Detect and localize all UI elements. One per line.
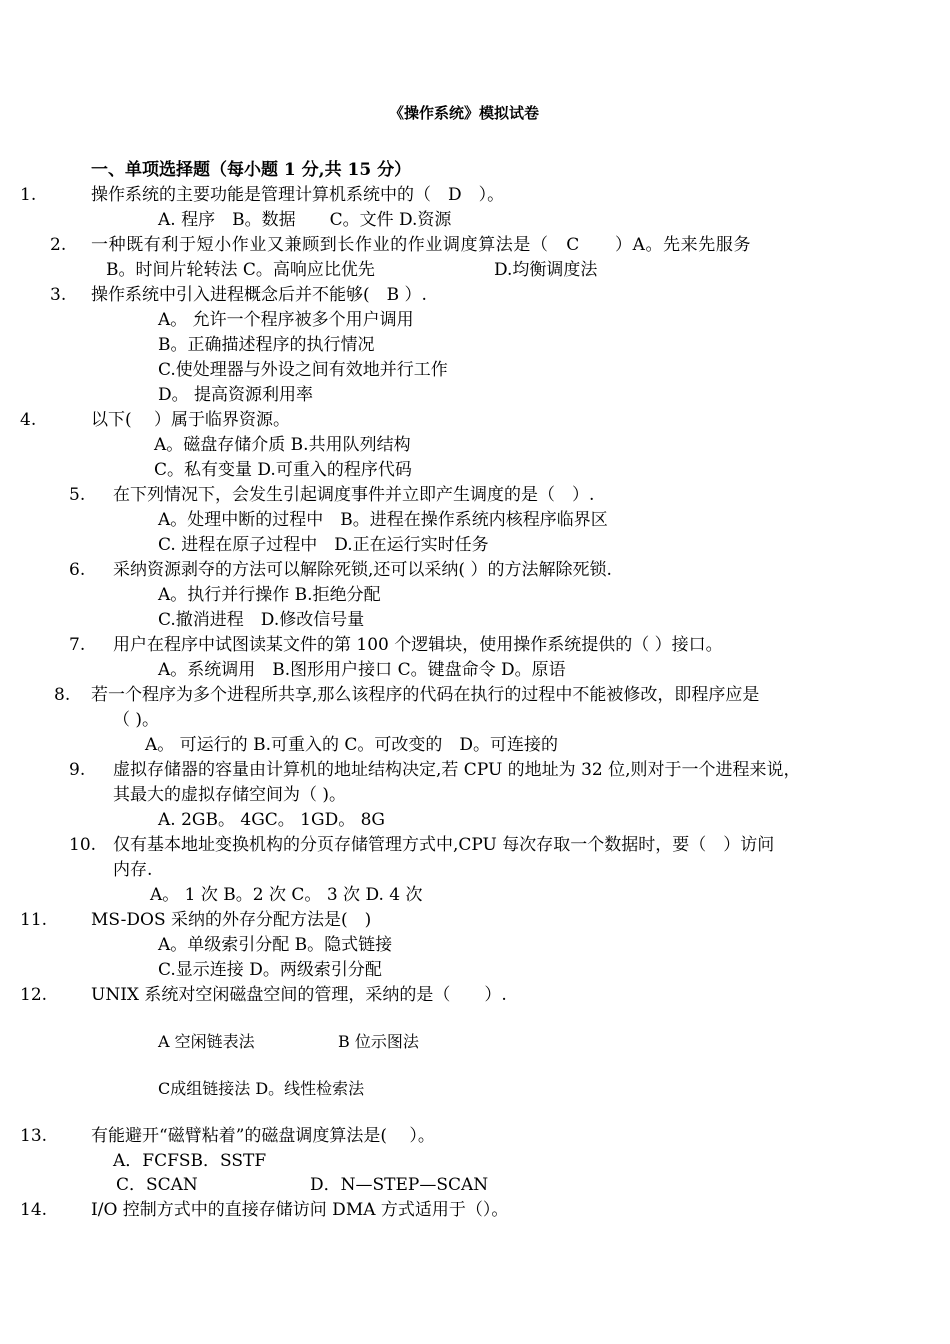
question-text: 采纳资源剥夺的方法可以解除死锁,还可以采纳( ）的方法解除死锁.	[113, 560, 612, 580]
question-number: 13.	[20, 1126, 48, 1146]
question-options: A. 2GB。 4GC。 1GD。 8G	[158, 810, 386, 830]
question-text: 用户在程序中试图读某文件的第 100 个逻辑块，使用操作系统提供的（ ）接口。	[113, 635, 723, 655]
question-options: A。系统调用 B.图形用户接口 C。键盘命令 D。原语	[158, 660, 566, 680]
question-text: 若一个程序为多个进程所共享,那么该程序的代码在执行的过程中不能被修改，即程序应是	[91, 685, 760, 705]
question-options: D。 提高资源利用率	[158, 385, 314, 405]
question-text: MS-DOS 采纳的外存分配方法是( )	[91, 910, 372, 930]
question-text-continued: 内存.	[113, 860, 153, 880]
question-text: 有能避开“磁臂粘着”的磁盘调度算法是( ）。	[91, 1126, 435, 1146]
question-options: C．SCAN	[116, 1175, 198, 1195]
question-text: 在下列情况下，会发生引起调度事件并立即产生调度的是（ ）.	[113, 485, 595, 505]
question-options: B。时间片轮转法 C。高响应比优先	[106, 260, 375, 280]
question-text: 一种既有利于短小作业又兼顾到长作业的作业调度算法是（ C ）A。先来先服务	[91, 235, 752, 255]
question-options: A。处理中断的过程中 B。进程在操作系统内核程序临界区	[158, 510, 608, 530]
question-options: C.显示连接 D。两级索引分配	[158, 960, 382, 980]
question-number: 6.	[69, 560, 86, 580]
question-text: 以下( ）属于临界资源。	[91, 410, 291, 430]
question-options: C成组链接法 D。线性检索法	[158, 1079, 365, 1098]
section-heading: 一、单项选择题（每小题 1 分,共 15 分）	[91, 160, 412, 180]
question-text: 虚拟存储器的容量由计算机的地址结构决定,若 CPU 的地址为 32 位,则对于一个进程来说，	[113, 760, 801, 780]
question-number: 3.	[50, 285, 67, 305]
question-options: C.撤消进程 D.修改信号量	[158, 610, 365, 630]
question-number: 11.	[20, 910, 48, 930]
question-number: 9.	[69, 760, 86, 780]
question-options: D．N—STEP—SCAN	[310, 1175, 489, 1195]
question-options: D.均衡调度法	[494, 260, 598, 280]
question-options: A。磁盘存储介质 B.共用队列结构	[154, 435, 411, 455]
question-number: 2.	[50, 235, 67, 255]
question-options: C.使处理器与外设之间有效地并行工作	[158, 360, 448, 380]
question-options: A．FCFSB．SSTF	[113, 1151, 267, 1171]
question-options: A. 程序 B。数据 C。文件 D.资源	[158, 210, 452, 230]
question-options: C。私有变量 D.可重入的程序代码	[154, 460, 412, 480]
question-options: B 位示图法	[338, 1032, 419, 1051]
question-text: 操作系统的主要功能是管理计算机系统中的（ D ）。	[91, 185, 505, 205]
question-options: B。正确描述程序的执行情况	[158, 335, 375, 355]
question-number: 4.	[20, 410, 37, 430]
question-number: 14.	[20, 1200, 48, 1220]
question-text-continued: （ )。	[113, 710, 160, 730]
question-options: A。 可运行的 B.可重入的 C。可改变的 D。可连接的	[145, 735, 559, 755]
question-number: 8.	[54, 685, 71, 705]
question-number: 10.	[69, 835, 97, 855]
question-number: 1.	[20, 185, 37, 205]
question-number: 7.	[69, 635, 86, 655]
question-text-continued: 其最大的虚拟存储空间为（ )。	[113, 785, 347, 805]
question-text: 操作系统中引入进程概念后并不能够( B ）.	[91, 285, 427, 305]
page-title: 《操作系统》模拟试卷	[389, 104, 540, 122]
question-options: A。 允许一个程序被多个用户调用	[158, 310, 414, 330]
question-options: C. 进程在原子过程中 D.正在运行实时任务	[158, 535, 489, 555]
question-text: 仅有基本地址变换机构的分页存储管理方式中,CPU 每次存取一个数据时，要（ ）访问	[113, 835, 775, 855]
question-options: A。单级索引分配 B。隐式链接	[158, 935, 393, 955]
question-number: 5.	[69, 485, 86, 505]
question-options: A。 1 次 B。2 次 C。 3 次 D. 4 次	[150, 885, 423, 905]
question-text: UNIX 系统对空闲磁盘空间的管理，采纳的是（ ）.	[91, 985, 507, 1005]
question-options: A 空闲链表法	[158, 1032, 255, 1051]
question-number: 12.	[20, 985, 48, 1005]
question-text: I/O 控制方式中的直接存储访问 DMA 方式适用于（）。	[91, 1200, 509, 1220]
question-options: A。执行并行操作 B.拒绝分配	[158, 585, 381, 605]
